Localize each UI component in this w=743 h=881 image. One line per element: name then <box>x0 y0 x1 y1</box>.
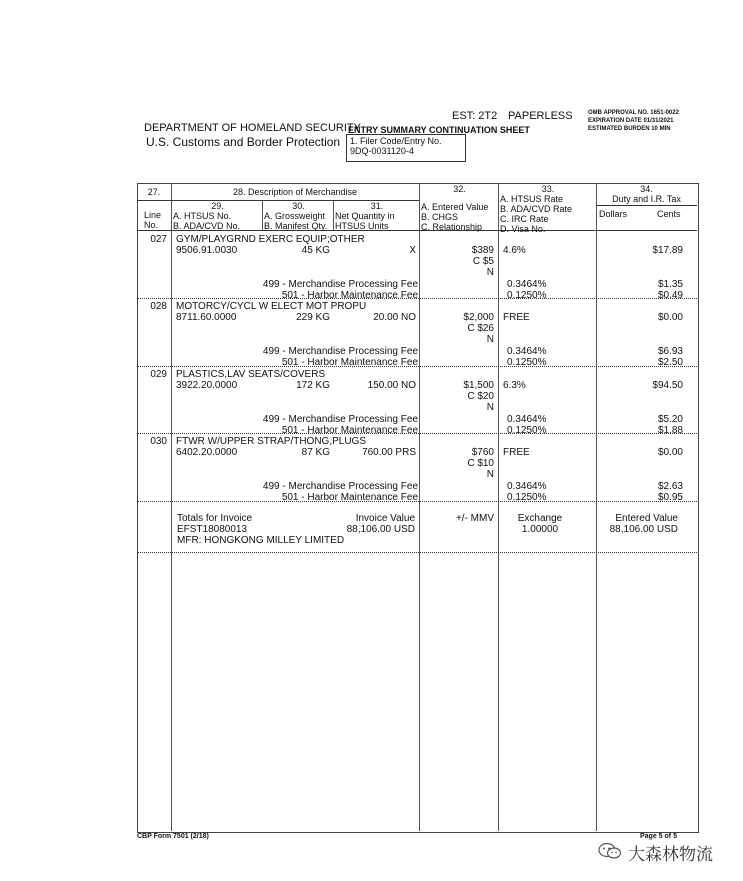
page-number: Page 5 of 5 <box>640 833 677 840</box>
fee-merchandise-processing: 499 - Merchandise Processing Fee <box>262 279 418 290</box>
htsus-rate: 4.6% <box>503 245 526 256</box>
fee-merchandise-processing: 499 - Merchandise Processing Fee <box>262 481 418 492</box>
manufacturer: MFR: HONGKONG MILLEY LIMITED <box>177 535 345 546</box>
omb-block <box>588 109 679 133</box>
col-34-header: 34. Duty and I.R. Tax <box>612 184 681 204</box>
invoice-number: EFST18080013 <box>177 524 248 535</box>
col-32-header: 32. A. Entered Value B. CHGS C. Relationship <box>421 184 489 232</box>
invoice-value: 88,106.00 USD <box>346 524 415 535</box>
col-33-header: 33. A. HTSUS Rate B. ADA/CVD Rate C. IRC Rate D. Visa No. <box>500 184 573 234</box>
expiration-date: EXPIRATION DATE 01/31/2021 <box>588 118 674 124</box>
fee2-amount: $1.88 <box>657 425 683 436</box>
htsus-rate: FREE <box>503 312 530 323</box>
fee1-amount: $1.35 <box>657 279 683 290</box>
htsus-number: 8711.60.0000 <box>176 312 237 323</box>
fee1-rate: 0.3464% <box>507 346 547 357</box>
gross-weight: 87 KG <box>301 447 330 458</box>
fee2-amount: $0.49 <box>657 290 683 301</box>
cents-header: Cents <box>657 209 681 219</box>
fee1-rate: 0.3464% <box>507 481 547 492</box>
relationship: N <box>486 267 494 278</box>
invoice-value-label: Invoice Value <box>355 513 415 524</box>
merchandise-description: GYM/PLAYGRND EXERC EQUIP;OTHER <box>176 234 365 245</box>
gross-weight: 172 KG <box>296 380 330 391</box>
line-number: 029 <box>150 369 167 380</box>
dollars-header: Dollars <box>599 209 628 219</box>
fee2-rate: 0.1250% <box>507 290 547 301</box>
fee2-amount: $0.95 <box>657 492 683 503</box>
charges: C $26 <box>467 323 494 334</box>
htsus-number: 3922.20.0000 <box>176 380 238 391</box>
entered-value: $760 <box>471 447 494 458</box>
paperless-label: PAPERLESS <box>508 110 573 122</box>
col-28-header: 28. Description of Merchandise <box>232 187 358 197</box>
duty-amount: $17.89 <box>652 245 683 256</box>
entered-value: $1,500 <box>463 380 494 391</box>
net-quantity: 20.00 NO <box>373 312 416 323</box>
watermark-text: 大森林物流 <box>628 845 713 864</box>
charges: C $20 <box>467 391 494 402</box>
estimated-burden: ESTIMATED BURDEN 10 MIN <box>588 126 671 132</box>
col-29-header: 29. A. HTSUS No. B. ADA/CVD No. <box>173 201 241 231</box>
charges: C $5 <box>472 256 494 267</box>
htsus-number: 9506.91.0030 <box>176 245 238 256</box>
fee-harbor-maintenance: 501 - Harbor Maintenance Fee <box>281 357 418 368</box>
fee-merchandise-processing: 499 - Merchandise Processing Fee <box>262 414 418 425</box>
department-name: DEPARTMENT OF HOMELAND SECURITY <box>144 122 361 134</box>
form-number: CBP Form 7501 (2/18) <box>137 833 209 840</box>
fee-harbor-maintenance: 501 - Harbor Maintenance Fee <box>281 425 418 436</box>
duty-amount: $0.00 <box>657 447 683 458</box>
net-quantity: 760.00 PRS <box>362 447 416 458</box>
exchange-rate: 1.00000 <box>521 524 559 535</box>
entered-value-block <box>596 513 678 535</box>
entered-value: $389 <box>471 245 494 256</box>
charges: C $10 <box>467 458 494 469</box>
filer-code-box <box>346 134 466 162</box>
exchange-label: Exchange <box>517 513 563 524</box>
htsus-number: 6402.20.0000 <box>176 447 238 458</box>
fee2-amount: $2.50 <box>657 357 683 368</box>
fee1-rate: 0.3464% <box>507 414 547 425</box>
form-title: ENTRY SUMMARY CONTINUATION SHEET <box>348 125 530 135</box>
fee2-rate: 0.1250% <box>507 357 547 368</box>
fee1-rate: 0.3464% <box>507 279 547 290</box>
net-quantity: 150.00 NO <box>367 380 416 391</box>
relationship: N <box>486 469 494 480</box>
line-number: 027 <box>150 234 167 245</box>
col-30-header: 30. A. Grossweight B. Manifest Qty. <box>264 201 328 231</box>
exchange-block <box>498 513 582 535</box>
htsus-rate: 6.3% <box>503 380 526 391</box>
col-31-header: 31. Net Quantity in HTSUS Units <box>335 201 395 231</box>
line-no-header: Line No. <box>144 210 162 230</box>
fee2-rate: 0.1250% <box>507 492 547 503</box>
wechat-icon <box>598 842 622 860</box>
filer-code-label: 1. Filer Code/Entry No. <box>350 136 442 146</box>
est-code: EST: 2T2 <box>452 110 498 122</box>
htsus-rate: FREE <box>503 447 530 458</box>
duty-amount: $94.50 <box>652 380 683 391</box>
invoice-value-block <box>333 513 415 535</box>
fee1-amount: $2.63 <box>657 481 683 492</box>
fee-merchandise-processing: 499 - Merchandise Processing Fee <box>262 346 418 357</box>
relationship: N <box>486 402 494 413</box>
entered-value-label: Entered Value <box>615 513 678 524</box>
totals-block <box>177 513 344 546</box>
omb-approval: OMB APPROVAL NO. 1651-0022 <box>588 110 679 116</box>
gross-weight: 229 KG <box>296 312 330 323</box>
merchandise-description: MOTORCY/CYCL W ELECT MOT PROPU <box>176 301 367 312</box>
totals-label: Totals for Invoice <box>177 513 253 524</box>
merchandise-description: FTWR W/UPPER STRAP/THONG,PLUGS <box>176 436 367 447</box>
agency-name: U.S. Customs and Border Protection <box>146 135 341 149</box>
fee-harbor-maintenance: 501 - Harbor Maintenance Fee <box>281 290 418 301</box>
entered-value-total: 88,106.00 USD <box>609 524 678 535</box>
line-number: 028 <box>150 301 167 312</box>
entered-value: $2,000 <box>463 312 494 323</box>
fee-harbor-maintenance: 501 - Harbor Maintenance Fee <box>281 492 418 503</box>
duty-amount: $0.00 <box>657 312 683 323</box>
merchandise-description: PLASTICS,LAV SEATS/COVERS <box>176 369 326 380</box>
line-number: 030 <box>150 436 167 447</box>
relationship: N <box>486 334 494 345</box>
fee2-rate: 0.1250% <box>507 425 547 436</box>
mmv-label: +/- MMV <box>455 513 494 524</box>
fee1-amount: $6.93 <box>657 346 683 357</box>
fee1-amount: $5.20 <box>657 414 683 425</box>
col-27-header: 27. <box>147 187 161 197</box>
gross-weight: 45 KG <box>301 245 330 256</box>
filer-code-value: 9DQ-0031120-4 <box>350 146 414 156</box>
net-quantity: X <box>409 245 416 256</box>
